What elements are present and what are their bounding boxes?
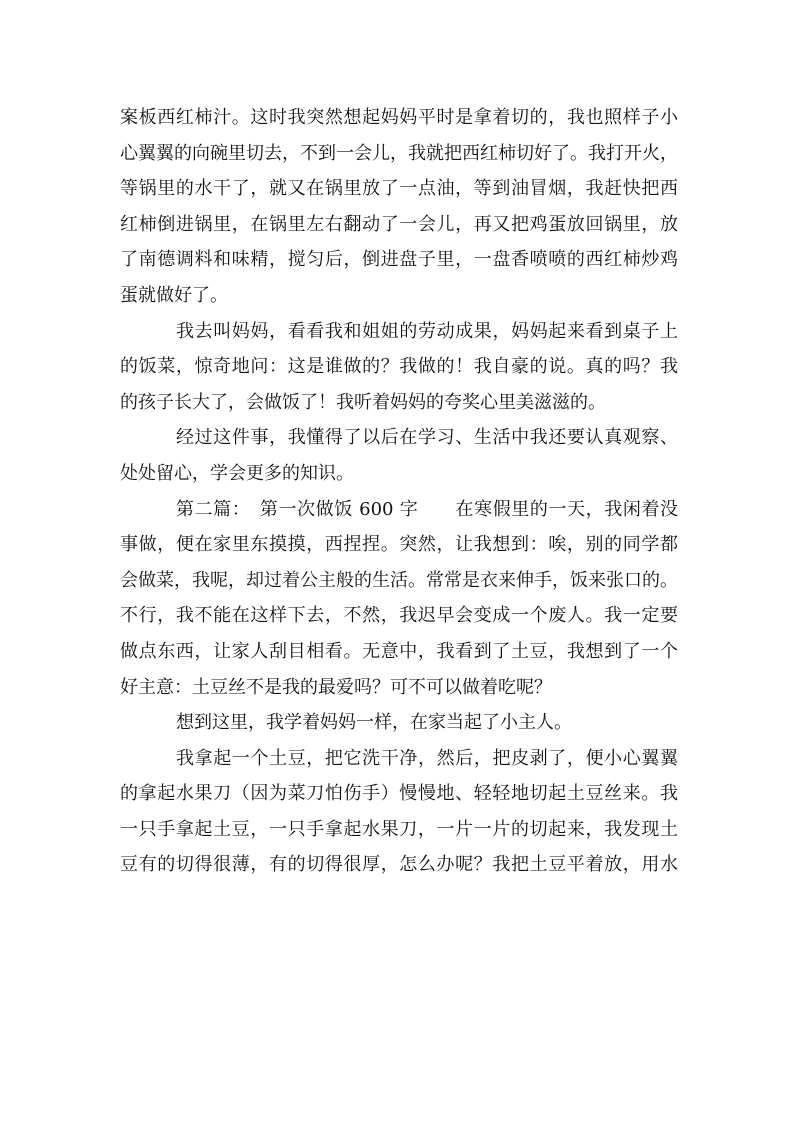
text-line: 的饭菜，惊奇地问：这是谁做的？我做的！我自豪的说。真的吗？我	[120, 356, 678, 378]
text-line: 处处留心，学会更多的知识。	[120, 462, 354, 484]
text-line: 蛋就做好了。	[120, 284, 228, 306]
text-line: 一只手拿起土豆，一只手拿起水果刀，一片一片的切起来，我发现土	[120, 818, 678, 840]
text-line: 想到这里，我学着妈妈一样，在家当起了小主人。	[176, 712, 572, 734]
text-line: 好主意：土豆丝不是我的最爱吗？可不可以做着吃呢？	[120, 676, 552, 698]
text-line: 会做菜，我呢，却过着公主般的生活。常常是衣来伸手，饭来张口的。	[120, 569, 678, 591]
text-line: 我去叫妈妈，看看我和姐姐的劳动成果，妈妈起来看到桌子上	[176, 320, 678, 342]
essay-body	[120, 100, 678, 883]
text-line: 案板西红柿汁。这时我突然想起妈妈平时是拿着切的，我也照样子小	[120, 107, 678, 128]
text-line: 我拿起一个土豆，把它洗干净，然后，把皮剥了，便小心翼翼	[176, 747, 678, 769]
text-line: 经过这件事，我懂得了以后在学习、生活中我还要认真观察、	[176, 427, 678, 449]
text-line: 心翼翼的向碗里切去，不到一会儿，我就把西红柿切好了。我打开火，	[120, 142, 678, 164]
text-line: 的孩子长大了，会做饭了！我听着妈妈的夸奖心里美滋滋的。	[120, 391, 606, 413]
section-heading-line: 第二篇： 第一次做饭 600 字 在寒假里的一天，我闲着没	[176, 498, 678, 520]
text-line: 事做，便在家里东摸摸，西捏捏。突然，让我想到：唉，别的同学都	[120, 534, 678, 556]
text-line: 红柿倒进锅里，在锅里左右翻动了一会儿，再又把鸡蛋放回锅里，放	[120, 213, 678, 235]
text-line: 做点东西，让家人刮目相看。无意中，我看到了土豆，我想到了一个	[120, 640, 678, 662]
text-line: 的拿起水果刀（因为菜刀怕伤手）慢慢地、轻轻地切起土豆丝来。我	[120, 783, 678, 805]
text-line: 等锅里的水干了，就又在锅里放了一点油，等到油冒烟，我赶快把西	[120, 178, 678, 200]
text-line: 了南德调料和味精，搅匀后，倒进盘子里，一盘香喷喷的西红柿炒鸡	[120, 249, 678, 271]
text-line: 不行，我不能在这样下去，不然，我迟早会变成一个废人。我一定要	[120, 605, 678, 627]
text-line: 豆有的切得很薄，有的切得很厚，怎么办呢？我把土豆平着放，用水	[120, 854, 678, 876]
